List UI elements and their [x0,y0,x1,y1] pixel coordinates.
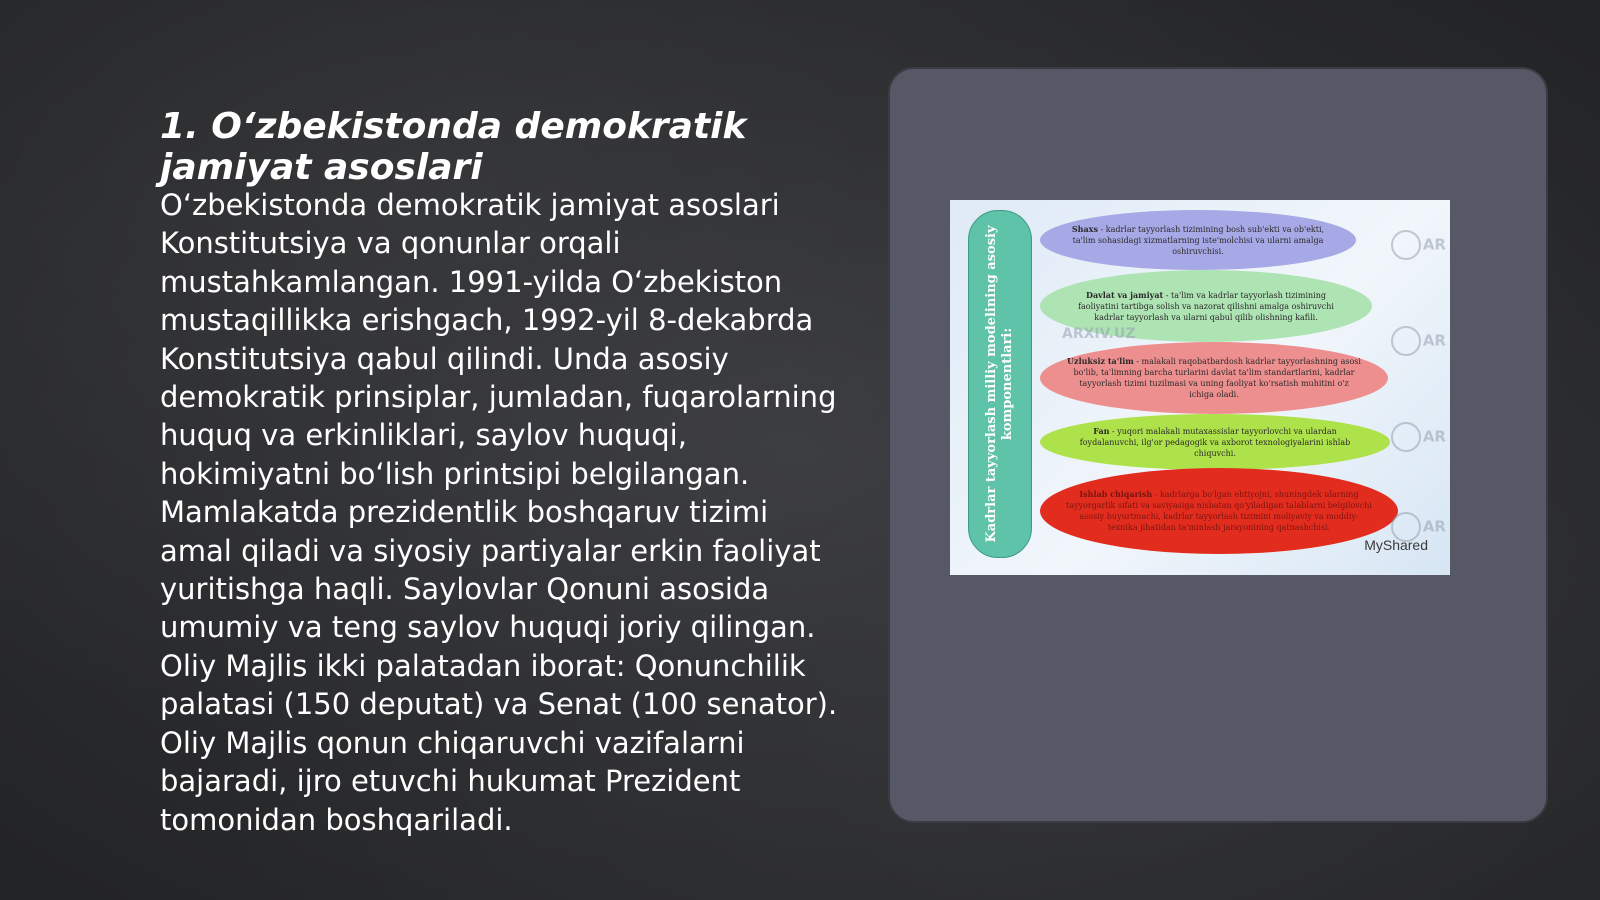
component-name: Shaxs [1071,223,1098,234]
kadrlar-diagram-image [950,200,1450,575]
component-text: - kadrlar tayyorlash tizimining bosh sub'ekti va ob'ekti, ta'lim sohasidagi xizmatlarning iste'molchisi va ularni amalga oshiruvchisi. [1072,224,1325,256]
component-bubble-fan [1040,414,1390,470]
watermark: AR [1391,512,1446,542]
watermark-icon [1391,230,1421,260]
component-bubble-shaxs [1040,210,1356,270]
component-bubble-uzluksiz [1040,342,1388,414]
watermark: AR [1391,230,1446,260]
component-name: Uzluksiz ta'lim [1067,356,1134,366]
slide-body-text: O‘zbekistonda demokratik jamiyat asoslari Konstitutsiya va qonunlar orqali mustahkamlangan. 1991-yilda O‘zbekiston mustaqillikka erishgach, 1992-yil 8-dekabrda Konstitutsiya qabul qilindi. Unda asosiy demokratik prinsiplar, jumladan, fuqarolarning huquq va erkinliklari, saylov huquqi, hokimiyatni bo‘lish printsipi belgilangan. Mamlakatda prezidentlik boshqaruv tizimi amal qiladi va siyosiy partiyalar erkin faoliyat yuritishga haqli. Saylovlar Qonuni asosida umumiy va teng saylov huquqi joriy qilingan. Oliy Majlis ikki palatadan iborat: Qonunchilik palatasi (150 deputat) va Senat (100 senator). Oliy Majlis qonun chiqaruvchi vazifalarni bajaradi, ijro etuvchi hukumat Prezident tomonidan boshqariladi. [160,188,838,837]
myshared-credit: MyShared [1364,537,1428,553]
watermark-icon [1391,326,1421,356]
watermark: AR [1391,326,1446,356]
component-text: - kadrlarga bo'lgan ehtiyojni, shuningdek ularning tayyorgarlik sifati va saviyasiga nisbatan qo'yiladigan talablarni belgilovchi asosiy buyurtmachi, kadrlar tayyorlash tizimini moliyaviy va moddiy-texnika jihatidan ta'minlash jarayonining qatnashchisi. [1066,490,1372,532]
component-name: Fan [1093,425,1110,436]
component-name: Ishlab chiqarish [1079,489,1153,499]
watermark: AR [1391,422,1446,452]
watermark-icon [1391,422,1421,452]
watermark: ARXIV.UZ [1062,326,1136,342]
slide-title: 1. O‘zbekistonda demokratik jamiyat asoslari [160,106,747,189]
component-name: Davlat va jamiyat [1086,289,1164,300]
component-text: - malakali raqobatbardosh kadrlar tayyorlashning asosi bo'lib, ta'limning barcha turlarini davlat ta'lim standartlarini, kadrlar tayyorlash tizimi tuzilmasi va uning faoliyat ko'rsatish muhitini o'z ichiga oladi. [1073,357,1361,399]
component-bubble-ishlab [1040,468,1398,554]
component-text: - yuqori malakali mutaxassislar tayyorlovchi va ulardan foydalanuvchi, ilg'or pedagogik va axborot texnologiyalarini ishlab chiquvchi. [1079,426,1351,458]
component-text: - ta'lim va kadrlar tayyorlash tizimining faoliyatini tartibga solish va nazorat qilishni amalga oshiruvchi kadrlar tayyorlash va ularni qabul qilib olishning kafili. [1078,290,1334,322]
diagram-vertical-label: Kadrlar tayyorlash milliy modelining asosiy komponentlari: [984,225,1015,543]
diagram-vertical-label-bar [968,210,1032,558]
